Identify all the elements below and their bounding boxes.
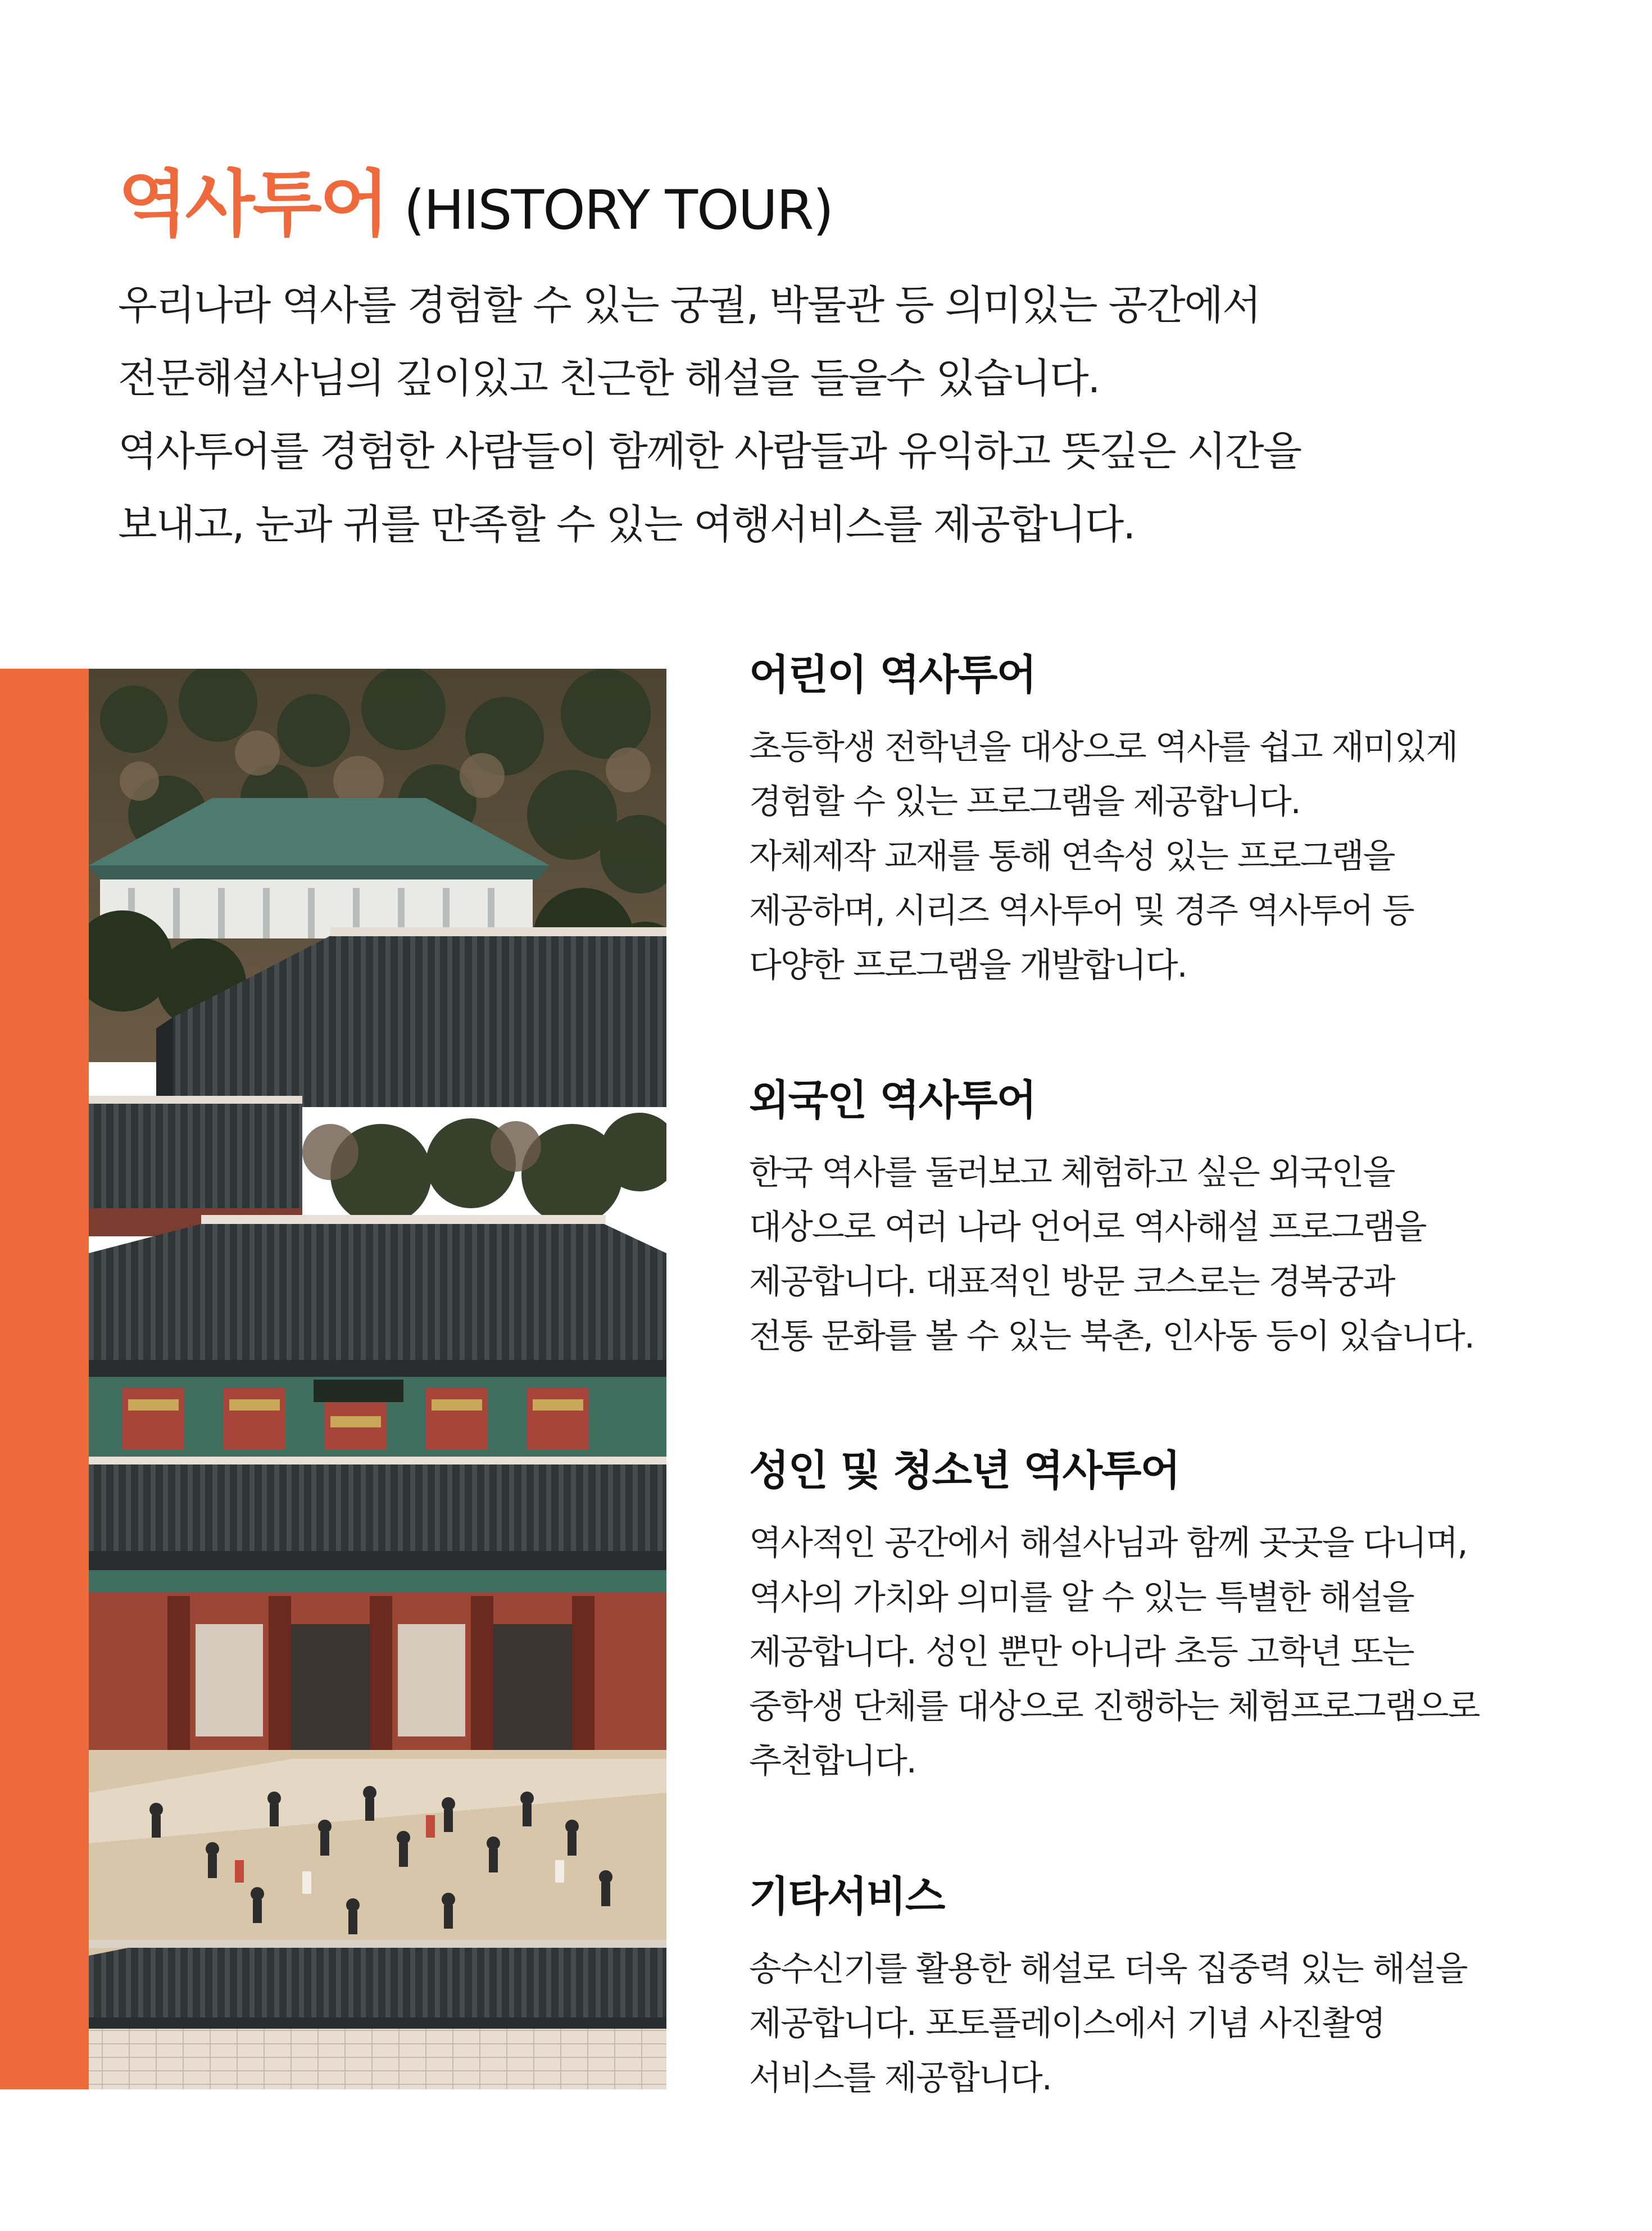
section-body bbox=[749, 1942, 1626, 2106]
section-title: 외국인 역사투어 bbox=[749, 1076, 1036, 1124]
page-title-english: (HISTORY TOUR) bbox=[403, 179, 833, 242]
body-line: 자체제작 교재를 통해 연속성 있는 프로그램을 bbox=[749, 837, 1395, 876]
body-line: 역사의 가치와 의미를 알 수 있는 특별한 해설을 bbox=[749, 1578, 1414, 1617]
intro-line: 우리나라 역사를 경험할 수 있는 궁궐, 박물관 등 의미있는 공간에서 bbox=[118, 282, 1260, 329]
page-title-korean: 역사투어 bbox=[118, 162, 387, 246]
body-line: 제공합니다. 포토플레이스에서 기념 사진촬영 bbox=[749, 2004, 1385, 2043]
intro-line: 전문해설사님의 깊이있고 친근한 해설을 들을수 있습니다. bbox=[118, 355, 1100, 402]
body-line: 한국 역사를 둘러보고 체험하고 싶은 외국인을 bbox=[749, 1153, 1395, 1192]
body-line: 송수신기를 활용한 해설로 더욱 집중력 있는 해설을 bbox=[749, 1949, 1467, 1989]
body-line: 전통 문화를 볼 수 있는 북촌, 인사동 등이 있습니다. bbox=[749, 1317, 1474, 1356]
intro-line: 역사투어를 경험한 사람들이 함께한 사람들과 유익하고 뜻깊은 시간을 bbox=[118, 428, 1301, 475]
body-line: 제공하며, 시리즈 역사투어 및 경주 역사투어 등 bbox=[749, 891, 1414, 931]
body-line: 제공합니다. 성인 뿐만 아니라 초등 고학년 또는 bbox=[749, 1633, 1414, 1672]
body-line: 제공합니다. 대표적인 방문 코스로는 경복궁과 bbox=[749, 1262, 1395, 1302]
section-title: 기타서비스 bbox=[749, 1872, 945, 1921]
section-title: 어린이 역사투어 bbox=[749, 651, 1036, 699]
section-foreigner-history-tour bbox=[749, 1069, 1626, 1364]
section-body bbox=[749, 720, 1626, 993]
body-line: 대상으로 여러 나라 언어로 역사해설 프로그램을 bbox=[749, 1208, 1426, 1247]
body-line: 역사적인 공간에서 해설사님과 함께 곳곳을 다니며, bbox=[749, 1523, 1467, 1563]
body-line: 다양한 프로그램을 개발합니다. bbox=[749, 946, 1187, 985]
section-body bbox=[749, 1516, 1626, 1789]
body-line: 중학생 단체를 대상으로 진행하는 체험프로그램으로 bbox=[749, 1687, 1479, 1726]
intro-paragraph bbox=[118, 269, 1523, 561]
intro-line: 보내고, 눈과 귀를 만족할 수 있는 여행서비스를 제공합니다. bbox=[118, 501, 1135, 548]
section-other-services bbox=[749, 1866, 1626, 2106]
body-line: 초등학생 전학년을 대상으로 역사를 쉽고 재미있게 bbox=[749, 728, 1458, 767]
body-line: 경험할 수 있는 프로그램을 제공합니다. bbox=[749, 782, 1300, 822]
section-kids-history-tour bbox=[749, 644, 1626, 993]
palace-photo bbox=[89, 669, 666, 2089]
page-title bbox=[118, 146, 833, 250]
body-line: 추천합니다. bbox=[749, 1742, 916, 1781]
section-title: 성인 및 청소년 역사투어 bbox=[749, 1446, 1180, 1495]
section-body bbox=[749, 1146, 1626, 1364]
accent-bar bbox=[0, 669, 89, 2089]
body-line: 서비스를 제공합니다. bbox=[749, 2058, 1051, 2098]
section-adult-youth-history-tour bbox=[749, 1440, 1626, 1789]
